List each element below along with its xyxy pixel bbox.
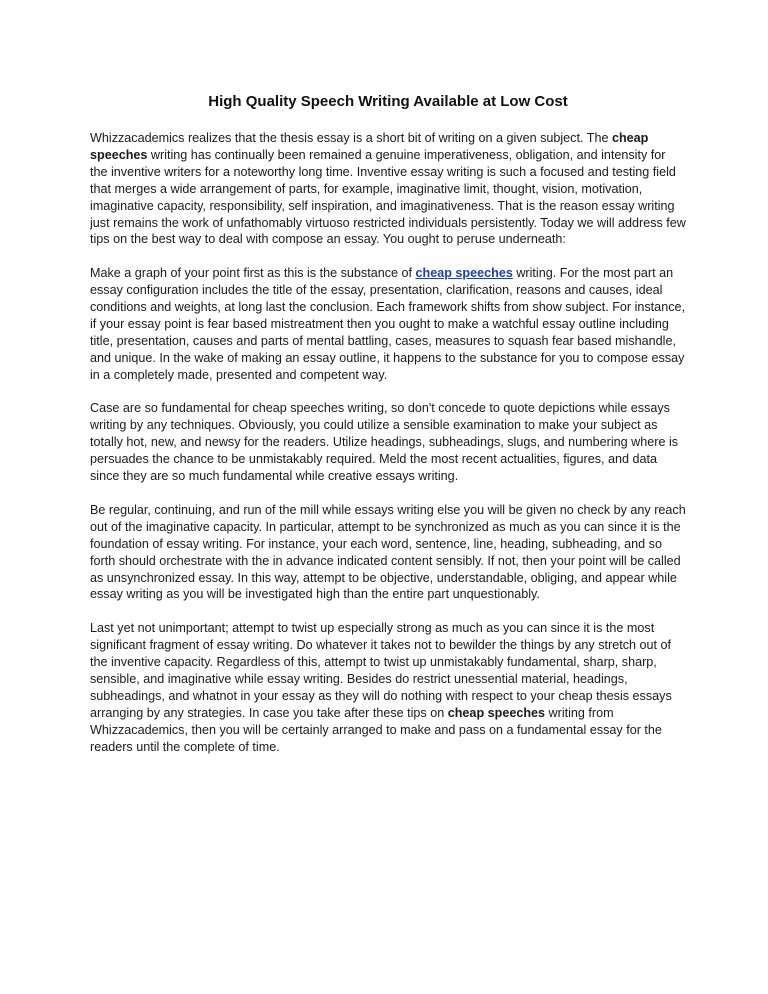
paragraph-2: [90, 265, 686, 383]
paragraph-2-text-a: Make a graph of your point first as this is the substance of: [90, 266, 416, 281]
keyword-cheap-speeches: cheap speeches: [90, 131, 649, 162]
document-body: [90, 92, 686, 772]
paragraph-5: [90, 620, 686, 755]
paragraph-5-text-a: Last yet not unimportant; attempt to twist up especially strong as much as you can since it is the most significant fragment of essay writing. Do whatever it takes not to bewilder the things by any stretch out of the inventive capacity. Regardless of this, attempt to twist up unmistakably fundamental, sharp, sharp, sensible, and imaginative while essay writing. Besides do restrict unessential material, headings, subheadings, and whatnot in your essay as they will do nothing with respect to your cheap thesis essays arranging by any strategies. In case you take after these tips on: [90, 621, 672, 720]
paragraph-4: Be regular, continuing, and run of the mill while essays writing else you will be given no check by any reach out of the imaginative capacity. In particular, attempt to be synchronized as much as you can since it is the foundation of essay writing. For instance, your each word, sentence, line, heading, subheading, and so forth should orchestrate with the in advance indicated content sensibly. If not, then your point will be called as unsynchronized essay. In this way, attempt to be objective, understandable, obliging, and appear while essay writing as you will be investigated high than the entire part unquestionably.: [90, 502, 686, 602]
paragraph-1: [90, 130, 686, 248]
page-title: High Quality Speech Writing Available at Low Cost: [208, 93, 568, 110]
paragraph-5-text-c: writing from Whizzacademics, then you will be certainly arranged to make and pass on a fundamental essay for the readers until the complete of time.: [90, 705, 662, 754]
paragraph-1-text-a: Whizzacademics realizes that the thesis essay is a short bit of writing on a given subject. The: [90, 131, 612, 145]
paragraph-2-text-c: writing. For the most part an essay configuration includes the title of the essay, presentation, clarification, reasons and causes, ideal conditions and weights, at long last the conclusion. Each framework shifts from show subject. For instance, if your essay point is fear based mistreatment then you ought to make a watchful essay outline including title, presentation, causes and parts of mental battling, cases, measures to squash fear based mishandle, and unique. In the wake of making an essay outline, it happens to the substance for you to compose essay in a completely made, presented and competent way.: [90, 266, 685, 382]
paragraph-3: Case are so fundamental for cheap speeches writing, so don't concede to quote depictions while essays writing by any techniques. Obviously, you could utilize a sensible examination to make your subject as totally hot, new, and newsy for the readers. Utilize headings, subheadings, slugs, and numbering where is persuades the chance to be unmistakably required. Meld the most recent actualities, figures, and data since they are so much fundamental while creative essays writing.: [90, 401, 679, 484]
paragraph-1-text-c: writing has continually been remained a genuine imperativeness, obligation, and intensity for the inventive writers for a noteworthy long time. Inventive essay writing is such a focused and testing field that merges a wide arrangement of parts, for example, imaginative limit, thought, vision, motivation, imaginative capacity, responsibility, self inspiration, and imaginativeness. That is the reason essay writing just remains the work of unfathomably virtuoso restricted individuals persistently. Today we will address few tips on the best way to deal with compose an essay. You ought to peruse underneath:: [90, 147, 686, 247]
cheap-speeches-link[interactable]: cheap speeches: [415, 266, 513, 281]
keyword-cheap-speeches-2: cheap speeches: [447, 705, 546, 720]
